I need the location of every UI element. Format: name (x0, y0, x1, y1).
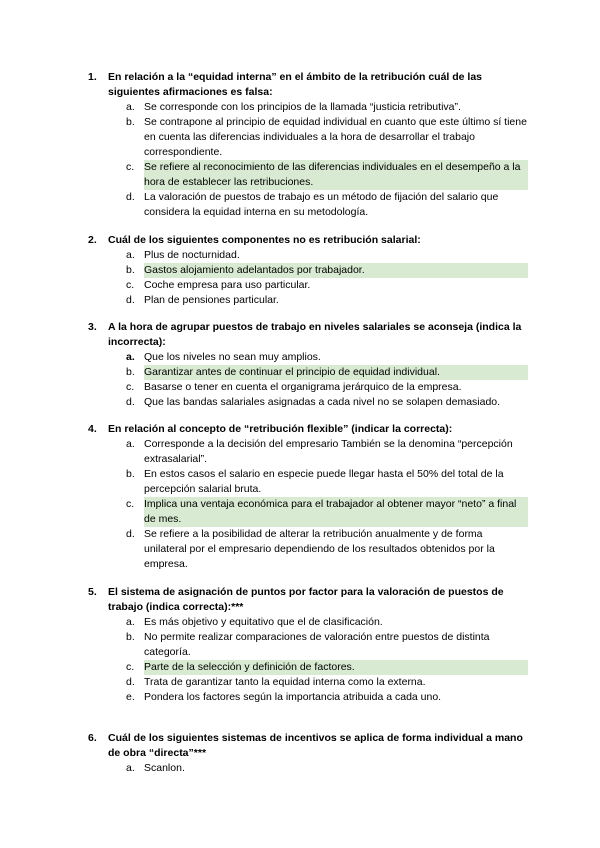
question-text: Cuál de los siguientes sistemas de incentivos se aplica de forma individual a mano de obra “directa”*** (108, 732, 523, 759)
option-d: d. Trata de garantizar tanto la equidad interna como la externa. (126, 676, 426, 688)
question-4 (88, 422, 528, 572)
option-c: c. Coche empresa para uso particular. (126, 279, 311, 291)
option-b-answer: b. Gastos alojamiento adelantados por trabajador. (88, 263, 528, 278)
option-c-answer: c. Parte de la selección y definición de factores. (88, 660, 528, 675)
question-number: 5. (88, 586, 97, 598)
option-a: a. Scanlon. (126, 762, 185, 774)
option-c: c. Basarse o tener en cuenta el organigrama jerárquico de la empresa. (126, 381, 462, 393)
option-d: d. La valoración de puestos de trabajo es un método de fijación del salario que considera la equidad interna en su metodología. (126, 191, 499, 218)
option-e: e. Pondera los factores según la importancia atribuida a cada uno. (126, 691, 442, 703)
option-a: a. Se corresponde con los principios de la llamada “justicia retributiva”. (126, 101, 461, 113)
question-2 (88, 233, 528, 308)
option-a: a. Plus de nocturnidad. (126, 249, 240, 261)
option-d: d. Que las bandas salariales asignadas a cada nivel no se solapen demasiado. (126, 396, 501, 408)
options-list (88, 761, 528, 776)
question-text: En relación a la “equidad interna” en el ámbito de la retribución cuál de las siguientes afirmaciones es falsa: (108, 71, 483, 98)
options-list (88, 437, 528, 572)
question-number: 6. (88, 732, 97, 744)
question-text: El sistema de asignación de puntos por factor para la valoración de puestos de trabajo (indica correcta):*** (108, 586, 504, 613)
question-text: A la hora de agrupar puestos de trabajo en niveles salariales se aconseja (indica la incorrecta): (108, 321, 522, 348)
option-a: a. Corresponde a la decisión del empresario También se la denomina “percepción extrasalarial”. (126, 438, 513, 465)
question-6 (88, 731, 528, 776)
option-b: b. Se contrapone al principio de equidad individual en cuanto que este último sí tiene en cuenta las diferencias individuales a la hora de desarrollar el trabajo correspondiente. (126, 116, 527, 158)
option-b-answer: b. Garantizar antes de continuar el principio de equidad individual. (88, 365, 528, 380)
question-number: 2. (88, 234, 97, 246)
option-c-answer: c. Implica una ventaja económica para el trabajador al obtener mayor “neto” a final de mes. (88, 497, 528, 527)
options-list (88, 350, 528, 410)
option-d: d. Se refiere a la posibilidad de alterar la retribución anualmente y de forma unilateral por el empresario dependiendo de los resultados obtenidos por la empresa. (126, 528, 495, 570)
question-3 (88, 320, 528, 410)
option-a: a. Es más objetivo y equitativo que el de clasificación. (126, 616, 383, 628)
question-1 (88, 70, 528, 220)
question-text: En relación al concepto de “retribución flexible” (indicar la correcta): (108, 423, 453, 435)
question-text: Cuál de los siguientes componentes no es retribución salarial: (108, 234, 421, 246)
question-number: 1. (88, 71, 97, 83)
option-d: d. Plan de pensiones particular. (126, 294, 279, 306)
question-number: 4. (88, 423, 97, 435)
option-b: b. No permite realizar comparaciones de valoración entre puestos de distinta categoría. (126, 631, 490, 658)
option-a: a. Que los niveles no sean muy amplios. (126, 351, 321, 363)
question-number: 3. (88, 321, 97, 333)
options-list (88, 615, 528, 705)
question-5 (88, 585, 528, 705)
option-c-answer: c. Se refiere al reconocimiento de las diferencias individuales en el desempeño a la hora de establecer las retribuciones. (88, 160, 528, 190)
options-list (88, 248, 528, 308)
options-list (88, 100, 528, 220)
option-b: b. En estos casos el salario en especie puede llegar hasta el 50% del total de la percepción salarial bruta. (126, 468, 504, 495)
